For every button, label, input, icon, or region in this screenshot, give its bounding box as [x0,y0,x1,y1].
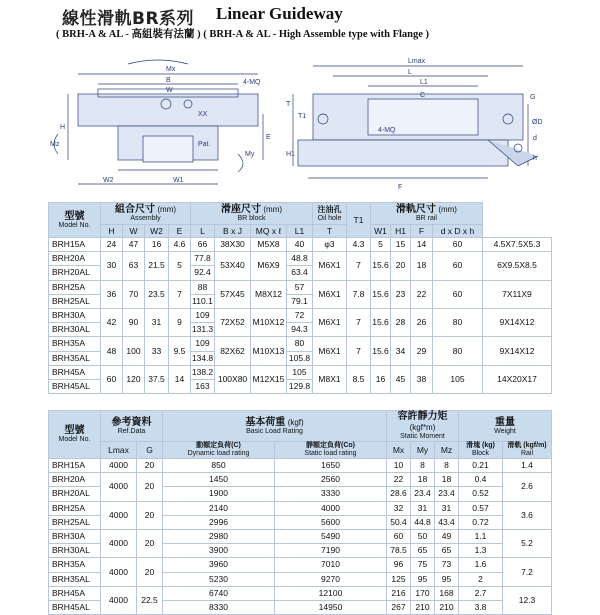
cell-t: M6X1 [313,252,347,280]
cell-my: 23.4 [411,487,435,501]
cell-l: 92.4 [191,266,215,280]
table-row [49,308,552,322]
cell-h1: 45 [391,365,411,393]
cell-l1: 57 [287,280,313,294]
cell-c: 3960 [163,558,275,572]
cell-rw: 5.2 [503,529,552,557]
cell-w2: 37.5 [145,365,169,393]
col-rail-weight: 滑軌 (kgf/m) Rail [503,442,552,459]
cell-f: 80 [433,337,483,365]
col-l1: L1 [287,225,313,238]
cell-rw: 12.3 [503,586,552,614]
cell-g: 20 [137,459,163,473]
cell-mz: 65 [435,544,459,558]
cell-bj: 38X30 [215,238,251,252]
cell-f: 60 [433,238,483,252]
cell-e: 7 [169,280,191,308]
label-w: W [166,87,173,94]
cell-h1: 34 [391,337,411,365]
assembly-header: 組合尺寸 (mm) Assembly [101,203,191,225]
cell-my: 31 [411,501,435,515]
cell-bj: 82X62 [215,337,251,365]
model-cell: BRH45AL [49,600,101,614]
cell-w1: 15.6 [371,337,391,365]
cell-mx: 50.4 [387,515,411,529]
cell-w1: 16 [371,365,391,393]
subtitle: ( BRH-A & AL - 高組裝有法蘭 ) ( BRH-A & AL - High Assemble type with Flange ) [56,29,430,40]
cell-co: 14950 [275,600,387,614]
table-row [49,252,552,266]
cell-l: 131.3 [191,323,215,337]
cell-bw: 1.1 [459,529,503,543]
front-view [54,60,263,184]
col-lmax: Lmax [101,442,137,459]
cell-w: 47 [123,238,145,252]
cell-g: 20 [137,558,163,586]
table-row [49,558,552,572]
cell-mz: 49 [435,529,459,543]
cell-l1: 80 [287,337,313,351]
model-cell: BRH20A [49,473,101,487]
cell-h1: 23 [391,280,411,308]
cell-t: φ3 [313,238,347,252]
cell-bw: 0.57 [459,501,503,515]
model-cell: BRH45A [49,586,101,600]
cell-w1: 15.6 [371,252,391,280]
cell-co: 5600 [275,515,387,529]
cell-bw: 3.8 [459,600,503,614]
cell-mq: M10X13 [251,337,287,365]
cell-bw: 2.7 [459,586,503,600]
model-cell: BRH30AL [49,323,101,337]
cell-my: 18 [411,473,435,487]
cell-d: 9X14X12 [482,308,551,336]
cell-d: 7X11X9 [482,280,551,308]
cell-lmax: 4000 [101,473,137,501]
label-d-small: d [533,135,537,142]
cell-e: 9.5 [169,337,191,365]
table-row [49,459,552,473]
cell-bj: 53X40 [215,252,251,280]
table-row [49,473,552,487]
model-cell: BRH30A [49,529,101,543]
label-w2: W2 [103,177,114,184]
cell-my: 75 [411,558,435,572]
cell-co: 5490 [275,529,387,543]
label-t1: T1 [298,113,307,120]
label-my: My [245,151,255,158]
cell-co: 4000 [275,501,387,515]
cell-my: 170 [411,586,435,600]
cell-mx: 216 [387,586,411,600]
cell-w2: 21.5 [145,252,169,280]
model-cell: BRH35A [49,337,101,351]
cell-co: 3330 [275,487,387,501]
label-g: G [530,94,536,101]
model-cell: BRH25A [49,501,101,515]
cell-hr: 29 [411,337,433,365]
cell-c: 2996 [163,515,275,529]
label-h1: H1 [286,151,295,158]
cell-w2: 33 [145,337,169,365]
cell-mz: 210 [435,600,459,614]
cell-l1: 79.1 [287,294,313,308]
cell-h: 24 [101,238,123,252]
model-cell: BRH45AL [49,379,101,393]
cell-c: 850 [163,459,275,473]
model-cell: BRH35AL [49,351,101,365]
cell-h: 42 [101,308,123,336]
cell-t1: 7 [347,252,371,280]
cell-l1: 105.8 [287,351,313,365]
cell-g: 20 [137,473,163,501]
col-t: T [313,225,347,238]
col-e: E [169,225,191,238]
col-w: W [123,225,145,238]
cell-mq: M8X12 [251,280,287,308]
cell-hr: 18 [411,252,433,280]
label-xx: XX [198,111,208,118]
label-4mq-side: 4-MQ [378,127,396,134]
label-w1: W1 [173,177,184,184]
table-row [49,238,552,252]
cell-mq: M12X15 [251,365,287,393]
model-cell: BRH25A [49,280,101,294]
model-cell: BRH30AL [49,544,101,558]
cell-mz: 73 [435,558,459,572]
label-h: H [60,124,66,131]
model-cell: BRH15A [49,459,101,473]
cell-mz: 95 [435,572,459,586]
cell-mx: 60 [387,529,411,543]
table-row [49,501,552,515]
model-header-2: 型號 Model No. [49,411,101,459]
side-view [293,66,538,178]
cell-co: 7010 [275,558,387,572]
col-bj: B x J [215,225,251,238]
cell-co: 12100 [275,586,387,600]
label-b: B [166,77,171,84]
cell-g: 20 [137,501,163,529]
cell-d: 14X20X17 [482,365,551,393]
model-cell: BRH20A [49,252,101,266]
model-cell: BRH30A [49,308,101,322]
cell-l1: 94.3 [287,323,313,337]
cell-h1: 28 [391,308,411,336]
cell-l: 88 [191,280,215,294]
col-l: L [191,225,215,238]
cell-d: 4.5X7.5X5.3 [482,238,551,252]
cell-bw: 2 [459,572,503,586]
col-h: H [101,225,123,238]
cell-bw: 1.6 [459,558,503,572]
model-cell: BRH25AL [49,294,101,308]
cell-lmax: 4000 [101,558,137,586]
cell-h: 30 [101,252,123,280]
cell-l: 134.8 [191,351,215,365]
cell-mz: 31 [435,501,459,515]
cell-t: M6X1 [313,280,347,308]
cell-l1: 129.8 [287,379,313,393]
cell-bw: 0.52 [459,487,503,501]
cell-mx: 28.6 [387,487,411,501]
col-mq: MQ x ℓ [251,225,287,238]
cell-my: 210 [411,600,435,614]
cell-l: 77.8 [191,252,215,266]
cell-d: 6X9.5X8.5 [482,252,551,280]
cell-mx: 32 [387,501,411,515]
col-block-weight: 滑塊 (kg) Block [459,442,503,459]
col-my: My [411,442,435,459]
weight-header: 重量 Weight [459,411,552,442]
technical-drawing [48,44,552,196]
cell-l: 163 [191,379,215,393]
cell-l1: 63.4 [287,266,313,280]
cell-w: 70 [123,280,145,308]
cell-mx: 267 [387,600,411,614]
table-row [49,280,552,294]
cell-f: 105 [433,365,483,393]
cell-c: 2140 [163,501,275,515]
model-cell: BRH45A [49,365,101,379]
page-header [48,4,568,42]
cell-e: 9 [169,308,191,336]
ref-header: 參考資料 Ref.Data [101,411,163,442]
col-w2: W2 [145,225,169,238]
cell-rw: 2.6 [503,473,552,501]
cell-w: 63 [123,252,145,280]
cell-t1: 7 [347,337,371,365]
cell-hr: 38 [411,365,433,393]
cell-t: M6X1 [313,308,347,336]
cell-mx: 10 [387,459,411,473]
cell-lmax: 4000 [101,459,137,473]
col-mx: Mx [387,442,411,459]
cell-bw: 0.72 [459,515,503,529]
cell-l1: 72 [287,308,313,322]
cell-my: 65 [411,544,435,558]
cell-l1: 48.8 [287,252,313,266]
col-g: G [137,442,163,459]
cell-mz: 18 [435,473,459,487]
cell-f: 60 [433,280,483,308]
model-cell: BRH20AL [49,487,101,501]
cell-c: 5230 [163,572,275,586]
oil-hole-header: 注油孔 Oil hole [313,203,347,225]
cell-mz: 23.4 [435,487,459,501]
cell-h: 36 [101,280,123,308]
label-d: ØD [532,119,543,126]
model-header: 型號 Model No. [49,203,101,238]
cell-h1: 20 [391,252,411,280]
label-t: T [286,101,291,108]
cell-l: 110.1 [191,294,215,308]
cell-co: 2560 [275,473,387,487]
cell-w2: 31 [145,308,169,336]
cell-mz: 8 [435,459,459,473]
cell-t1: 7 [347,308,371,336]
col-dxdxh: d x D x h [433,225,483,238]
cell-bj: 57X45 [215,280,251,308]
label-4mq: 4-MQ [243,79,261,86]
rail-header: 滑軌尺寸 (mm) BR rail [371,203,483,225]
cell-c: 1900 [163,487,275,501]
cell-c: 6740 [163,586,275,600]
label-e: E [266,134,271,141]
cell-c: 3900 [163,544,275,558]
cell-h: 48 [101,337,123,365]
cell-f: 60 [433,252,483,280]
label-l1: L1 [420,79,428,86]
cell-c: 8330 [163,600,275,614]
table-row [49,365,552,379]
col-static: 靜額定負荷(Co) Static load rating [275,442,387,459]
cell-hr: 14 [411,238,433,252]
title-english: Linear Guideway [216,4,343,23]
cell-g: 20 [137,529,163,557]
label-lmax: Lmax [408,58,426,65]
model-cell: BRH20AL [49,266,101,280]
model-cell: BRH35A [49,558,101,572]
label-mz: Mz [50,141,60,148]
cell-t: M6X1 [313,337,347,365]
cell-my: 95 [411,572,435,586]
cell-l: 109 [191,337,215,351]
cell-my: 44.8 [411,515,435,529]
label-mx: Mx [166,66,176,73]
cell-mx: 125 [387,572,411,586]
cell-bj: 100X80 [215,365,251,393]
model-cell: BRH25AL [49,515,101,529]
cell-mz: 168 [435,586,459,600]
cell-w1: 15.6 [371,308,391,336]
cell-bw: 0.21 [459,459,503,473]
block-header: 滑座尺寸 (mm) BR block [191,203,313,225]
cell-e: 5 [169,252,191,280]
col-h1: H1 [391,225,411,238]
col-t1: T1 [347,203,371,238]
cell-co: 7190 [275,544,387,558]
cell-w: 100 [123,337,145,365]
title-chinese: 線性滑軌BR系列 [62,9,195,29]
cell-w1: 15.6 [371,280,391,308]
cell-t1: 4.3 [347,238,371,252]
cell-my: 50 [411,529,435,543]
cell-my: 8 [411,459,435,473]
cell-mx: 96 [387,558,411,572]
cell-w: 120 [123,365,145,393]
cell-t: M8X1 [313,365,347,393]
col-w1: W1 [371,225,391,238]
cell-lmax: 4000 [101,529,137,557]
cell-rw: 1.4 [503,459,552,473]
model-cell: BRH15A [49,238,101,252]
cell-w2: 23.5 [145,280,169,308]
label-h-small: h [533,155,537,162]
cell-lmax: 4000 [101,501,137,529]
cell-mz: 43.4 [435,515,459,529]
cell-w1: 5 [371,238,391,252]
label-f: F [398,184,403,191]
cell-h: 60 [101,365,123,393]
cell-hr: 26 [411,308,433,336]
cell-mx: 78.5 [387,544,411,558]
cell-t1: 7.8 [347,280,371,308]
cell-l: 109 [191,308,215,322]
cell-g: 22.5 [137,586,163,614]
cell-d: 9X14X12 [482,337,551,365]
table-row [49,529,552,543]
cell-rw: 7.2 [503,558,552,586]
cell-l: 138.2 [191,365,215,379]
cell-co: 1650 [275,459,387,473]
label-pat: Pat. [198,141,211,148]
cell-l: 66 [191,238,215,252]
cell-hr: 22 [411,280,433,308]
cell-e: 4.6 [169,238,191,252]
cell-f: 80 [433,308,483,336]
label-l: L [408,69,412,76]
table-row [49,337,552,351]
moment-header: 容許靜力矩 (kgf*m) Static Moment [387,411,459,442]
dimension-table [48,202,552,394]
cell-e: 14 [169,365,191,393]
cell-h1: 15 [391,238,411,252]
cell-c: 2980 [163,529,275,543]
label-c: C [420,92,426,99]
cell-rw: 3.6 [503,501,552,529]
cell-bw: 0.4 [459,473,503,487]
cell-w: 90 [123,308,145,336]
cell-mq: M6X9 [251,252,287,280]
cell-c: 1450 [163,473,275,487]
cell-w2: 16 [145,238,169,252]
load-header: 基本荷重 (kgf) Basic Load Rating [163,411,387,442]
cell-mq: M10X12 [251,308,287,336]
cell-bw: 1.3 [459,544,503,558]
col-f: F [411,225,433,238]
cell-l1: 105 [287,365,313,379]
load-rating-table [48,410,552,615]
cell-mq: M5X8 [251,238,287,252]
cell-l1: 40 [287,238,313,252]
table-row [49,586,552,600]
cell-lmax: 4000 [101,586,137,614]
cell-t1: 8.5 [347,365,371,393]
col-mz: Mz [435,442,459,459]
cell-co: 9270 [275,572,387,586]
model-cell: BRH35AL [49,572,101,586]
cell-bj: 72X52 [215,308,251,336]
col-dynamic: 動額定負荷(C) Dynamic load rating [163,442,275,459]
cell-mx: 22 [387,473,411,487]
